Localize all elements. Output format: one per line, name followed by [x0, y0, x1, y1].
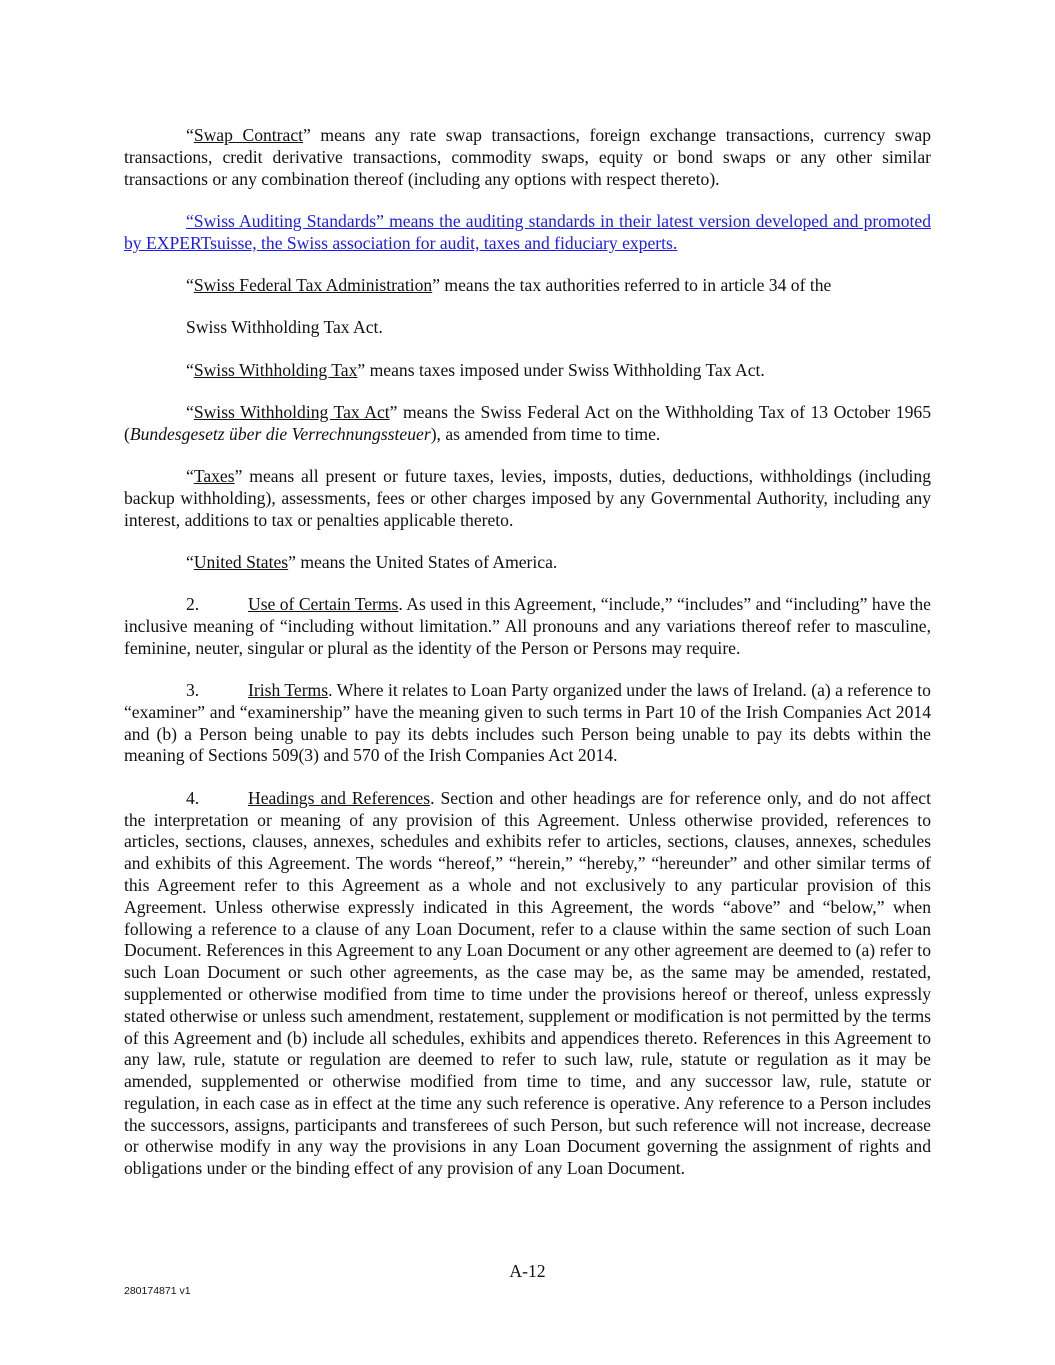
section-irish-terms: [124, 680, 931, 767]
section-title: Use of Certain Terms: [248, 594, 399, 615]
definition-united-states: “United States” means the United States of America.: [186, 551, 558, 572]
definition-text: ” means the Swiss Federal Act on the Withholding Tax of 13 October 1965 (: [124, 401, 931, 444]
section-number: 3.: [186, 680, 200, 701]
definition-swiss-withholding-tax: “Swiss Withholding Tax” means taxes imposed under Swiss Withholding Tax Act.: [186, 359, 765, 380]
definition-text: ” means all present or future taxes, levies, imposts, duties, deductions, withholdings (including backup withholding), assessments, fees or other charges imposed by any Governmental Authority, including any interest, additions to tax or penalties applicable thereto.: [124, 465, 931, 530]
section-number: 4.: [186, 787, 200, 808]
definition-text: ” means taxes imposed under Swiss Withholding Tax Act.: [357, 359, 765, 380]
defined-term: United States: [193, 551, 289, 572]
inserted-text: “Swiss Auditing Standards” means the auditing standards in their latest version developed and promoted by EXPERTsuisse, the Swiss association for audit, taxes and fiduciary experts.: [124, 210, 931, 253]
definition-swiss-federal-tax-administration: “Swiss Federal Tax Administration” means the tax authorities referred to in article 34 of the: [186, 274, 832, 295]
section-text: . Section and other headings are for reference only, and do not affect the interpretation or meaning of any provision of this Agreement. Unless otherwise provided, references to articles, sections, clauses, annexes, schedules and exhibits refer to articles, sections, clauses, annexes, schedules and exhibits of this Agreement. The words “hereof,” “herein,” “hereby,” “hereunder” and other similar terms of this Agreement refer to this Agreement as a whole and not exclusively to any particular provision of this Agreement. Unless otherwise expressly indicated in this Agreement, the words “above” and “below,” when following a reference to a clause of any Loan Document, refer to a clause within the same section of such Loan Document. References in this Agreement to any Loan Document or any other agreement are deemed to (a) refer to such Loan Document or such other agreements, as the case may be, as the same may be amended, restated, supplemented or otherwise modified from time to time under the provisions hereof or thereof, unless expressly stated otherwise or unless such amendment, restatement, supplement or modification is not permitted by the terms of this Agreement and (b) include all schedules, exhibits and appendices thereto. References in this Agreement to any law, rule, statute or regulation are deemed to refer to such law, rule, statute or regulation as it may be amended, supplemented or otherwise modified from time to time, and any successor law, rule, statute or regulation, in each case as in effect at the time any such reference is operative. Any reference to a Person includes the successors, assigns, participants and transferees of such Person, but such reference will not increase, decrease or otherwise modify in any way the provisions in any Loan Document governing the assignment of rights and obligations under or the binding effect of any provision of any Loan Document.: [124, 787, 931, 1179]
definition-text: ” means the tax authorities referred to in article 34 of the: [432, 274, 832, 295]
definition-text: ), as amended from time to time.: [430, 423, 661, 444]
section-use-of-certain-terms: [124, 594, 931, 659]
section-title: Headings and References: [248, 787, 431, 808]
section-text: . Where it relates to Loan Party organized under the laws of Ireland. (a) a reference to “examiner” and “examinership” have the meaning given to such terms in Part 10 of the Irish Companies Act 2014 and (b) a Person being unable to pay its debts includes such Person being unable to pay its debts within the meaning of Sections 509(3) and 570 of the Irish Companies Act 2014.: [124, 680, 931, 766]
section-number: 2.: [186, 594, 200, 615]
defined-term: Swiss Withholding Tax Act: [193, 401, 390, 422]
definition-swiss-withholding-tax-act: “Swiss Withholding Tax Act” means the Swiss Federal Act on the Withholding Tax of 13 October 1965 (Bundesgesetz über die Verrechnungssteuer), as amended from time to time.: [124, 401, 931, 444]
defined-term: Swiss Federal Tax Administration: [193, 274, 433, 295]
defined-term: Taxes: [193, 465, 235, 486]
document-id: 280174871 v1: [124, 1285, 191, 1297]
section-title: Irish Terms: [248, 680, 329, 701]
definition-swiss-auditing-standards: [124, 211, 931, 255]
defined-term: Swiss Withholding Tax: [193, 359, 358, 380]
section-headings-and-references: [124, 788, 931, 1180]
italic-term: Bundesgesetz über die Verrechnungssteuer: [129, 423, 431, 444]
definition-taxes: “Taxes” means all present or future taxes, levies, imposts, duties, deductions, withholdings (including backup withholding), assessments, fees or other charges imposed by any Governmental Authority, including any interest, additions to tax or penalties applicable thereto.: [124, 465, 931, 530]
document-body: [124, 125, 931, 1180]
definition-text: ” means the United States of America.: [288, 551, 558, 572]
definition-text: ” means any rate swap transactions, foreign exchange transactions, currency swap transactions, credit derivative transactions, commodity swaps, equity or bond swaps or any other similar transactions or any combination thereof (including any options with respect thereto).: [124, 125, 932, 189]
page-number: A-12: [509, 1261, 546, 1281]
definition-swap-contract: “Swap Contract” means any rate swap transactions, foreign exchange transactions, currency swap transactions, credit derivative transactions, commodity swaps, equity or bond swaps or any other similar transactions or any combination thereof (including any options with respect thereto).: [124, 125, 932, 189]
defined-term: Swap Contract: [193, 125, 304, 145]
section-text: . As used in this Agreement, “include,” “includes” and “including” have the inclusive meaning of “including without limitation.” All pronouns and any variations thereof refer to masculine, feminine, neuter, singular or plural as the identity of the Person or Persons may require.: [124, 594, 931, 658]
definition-continuation: Swiss Withholding Tax Act.: [186, 317, 383, 338]
